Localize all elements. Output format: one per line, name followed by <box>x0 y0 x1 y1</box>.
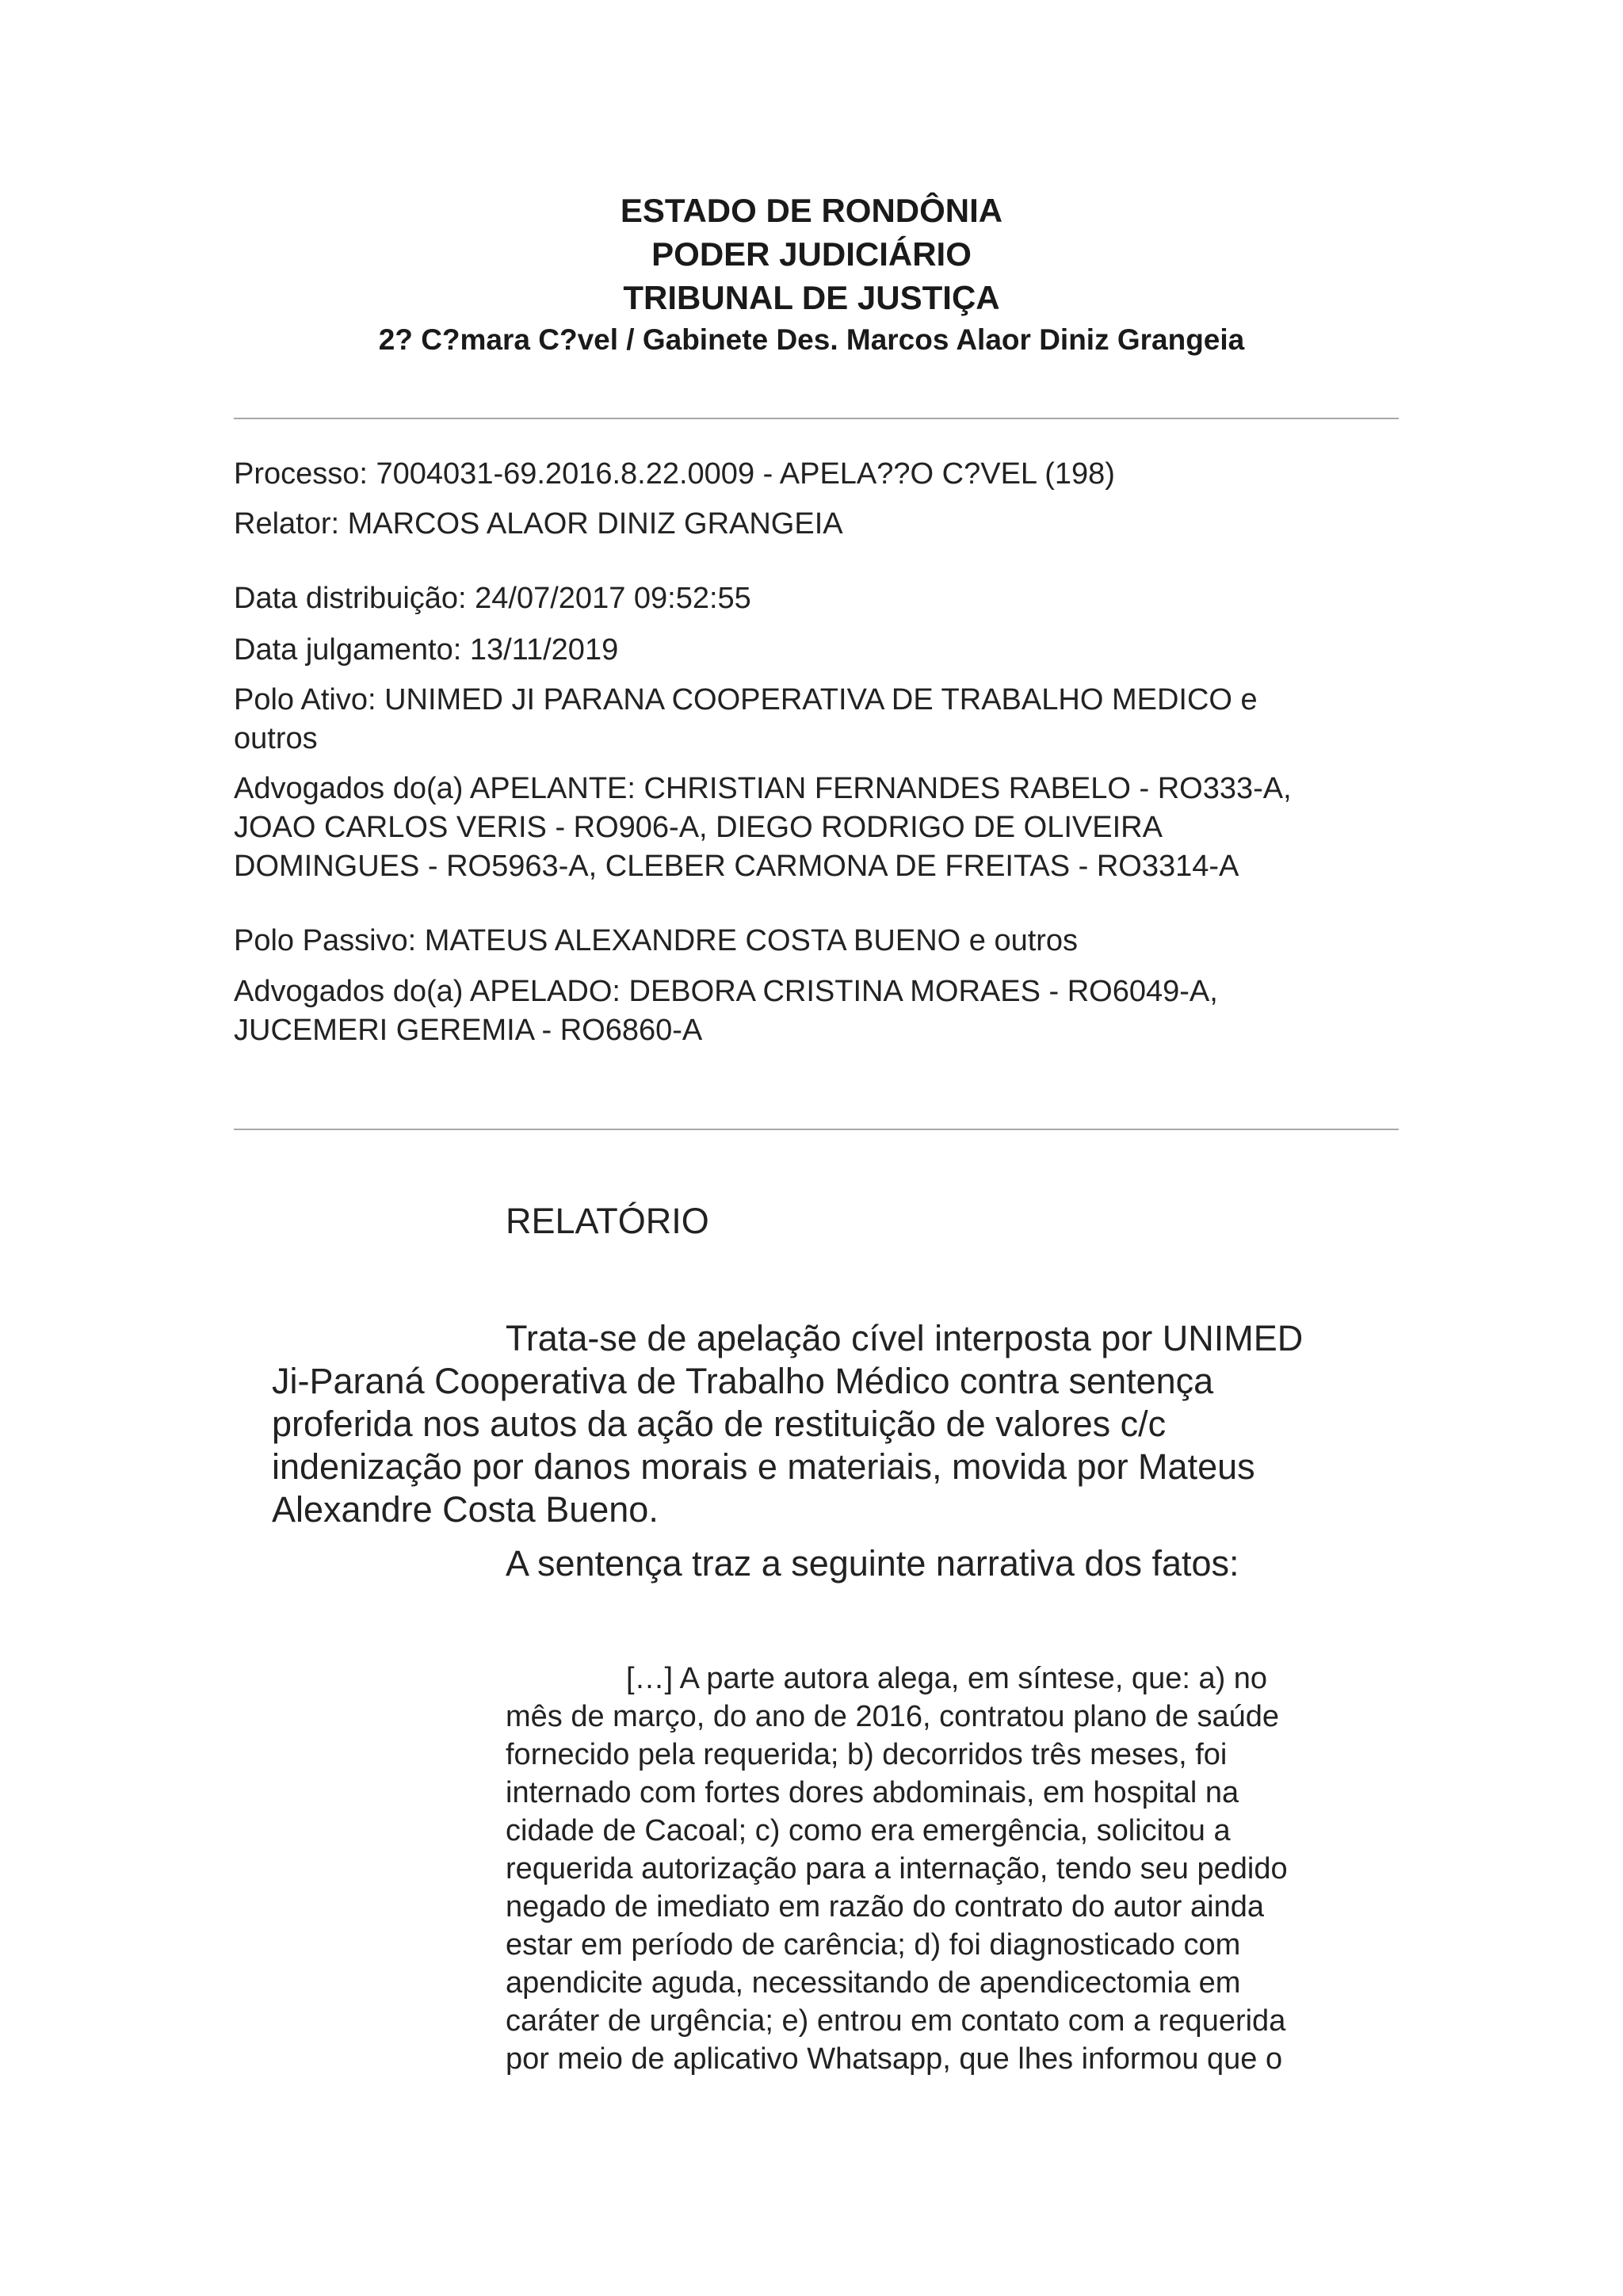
quote-line: negado de imediato em razão do contrato do autor ainda <box>506 1890 1264 1924</box>
active-pole-line-1: Polo Ativo: UNIMED JI PARANA COOPERATIVA DE TRABALHO MEDICO e <box>234 683 1258 716</box>
distribution-date: Data distribuição: 24/07/2017 09:52:55 <box>234 582 751 615</box>
appellee-lawyers-line-2: JUCEMERI GEREMIA - RO6860-A <box>234 1014 703 1047</box>
quote-line: estar em período de carência; d) foi diagnosticado com <box>506 1928 1241 1962</box>
process-number: Processo: 7004031-69.2016.8.22.0009 - APELA??O C?VEL (198) <box>234 457 1115 491</box>
quote-line: apendicite aguda, necessitando de apendicectomia em <box>506 1966 1241 2000</box>
passive-pole: Polo Passivo: MATEUS ALEXANDRE COSTA BUENO e outros <box>234 924 1079 957</box>
paragraph-line: Trata-se de apelação cível interposta por UNIMED <box>506 1318 1304 1358</box>
top-divider <box>234 418 1399 419</box>
paragraph-line: indenização por danos morais e materiais, movida por Mateus <box>272 1446 1255 1487</box>
appellant-lawyers-line-1: Advogados do(a) APELANTE: CHRISTIAN FERNANDES RABELO - RO333-A, <box>234 772 1292 805</box>
narrative-intro: A sentença traz a seguinte narrativa dos fatos: <box>506 1543 1239 1584</box>
header-state: ESTADO DE RONDÔNIA <box>620 192 1003 229</box>
quote-line: requerida autorização para a internação, tendo seu pedido <box>506 1852 1288 1885</box>
bottom-divider <box>234 1129 1399 1130</box>
paragraph-line: Ji-Paraná Cooperativa de Trabalho Médico contra sentença <box>272 1361 1214 1401</box>
rapporteur: Relator: MARCOS ALAOR DINIZ GRANGEIA <box>234 507 843 541</box>
appellant-lawyers-line-3: DOMINGUES - RO5963-A, CLEBER CARMONA DE FREITAS - RO3314-A <box>234 850 1239 883</box>
section-title: RELATÓRIO <box>506 1201 709 1241</box>
quote-line: caráter de urgência; e) entrou em contato com a requerida <box>506 2004 1286 2038</box>
appellee-lawyers-line-1: Advogados do(a) APELADO: DEBORA CRISTINA MORAES - RO6049-A, <box>234 975 1218 1008</box>
appellant-lawyers-line-2: JOAO CARLOS VERIS - RO906-A, DIEGO RODRIGO DE OLIVEIRA <box>234 811 1163 844</box>
quote-line: fornecido pela requerida; b) decorridos três meses, foi <box>506 1738 1228 1771</box>
header-tribunal: TRIBUNAL DE JUSTIÇA <box>623 279 1000 316</box>
quote-line: […] A parte autora alega, em síntese, que: a) no <box>626 1662 1268 1695</box>
paragraph-line: proferida nos autos da ação de restituição de valores c/c <box>272 1404 1167 1444</box>
header-chamber: 2? C?mara C?vel / Gabinete Des. Marcos Alaor Diniz Grangeia <box>378 323 1245 356</box>
active-pole-line-2: outros <box>234 722 318 755</box>
paragraph-line: Alexandre Costa Bueno. <box>272 1489 659 1530</box>
quote-line: por meio de aplicativo Whatsapp, que lhes informou que o <box>506 2042 1283 2076</box>
quote-line: internado com fortes dores abdominais, em hospital na <box>506 1776 1239 1809</box>
header-judiciary: PODER JUDICIÁRIO <box>651 235 972 273</box>
judgment-date: Data julgamento: 13/11/2019 <box>234 633 619 667</box>
quote-line: mês de março, do ano de 2016, contratou plano de saúde <box>506 1700 1280 1733</box>
quote-line: cidade de Cacoal; c) como era emergência, solicitou a <box>506 1814 1231 1847</box>
